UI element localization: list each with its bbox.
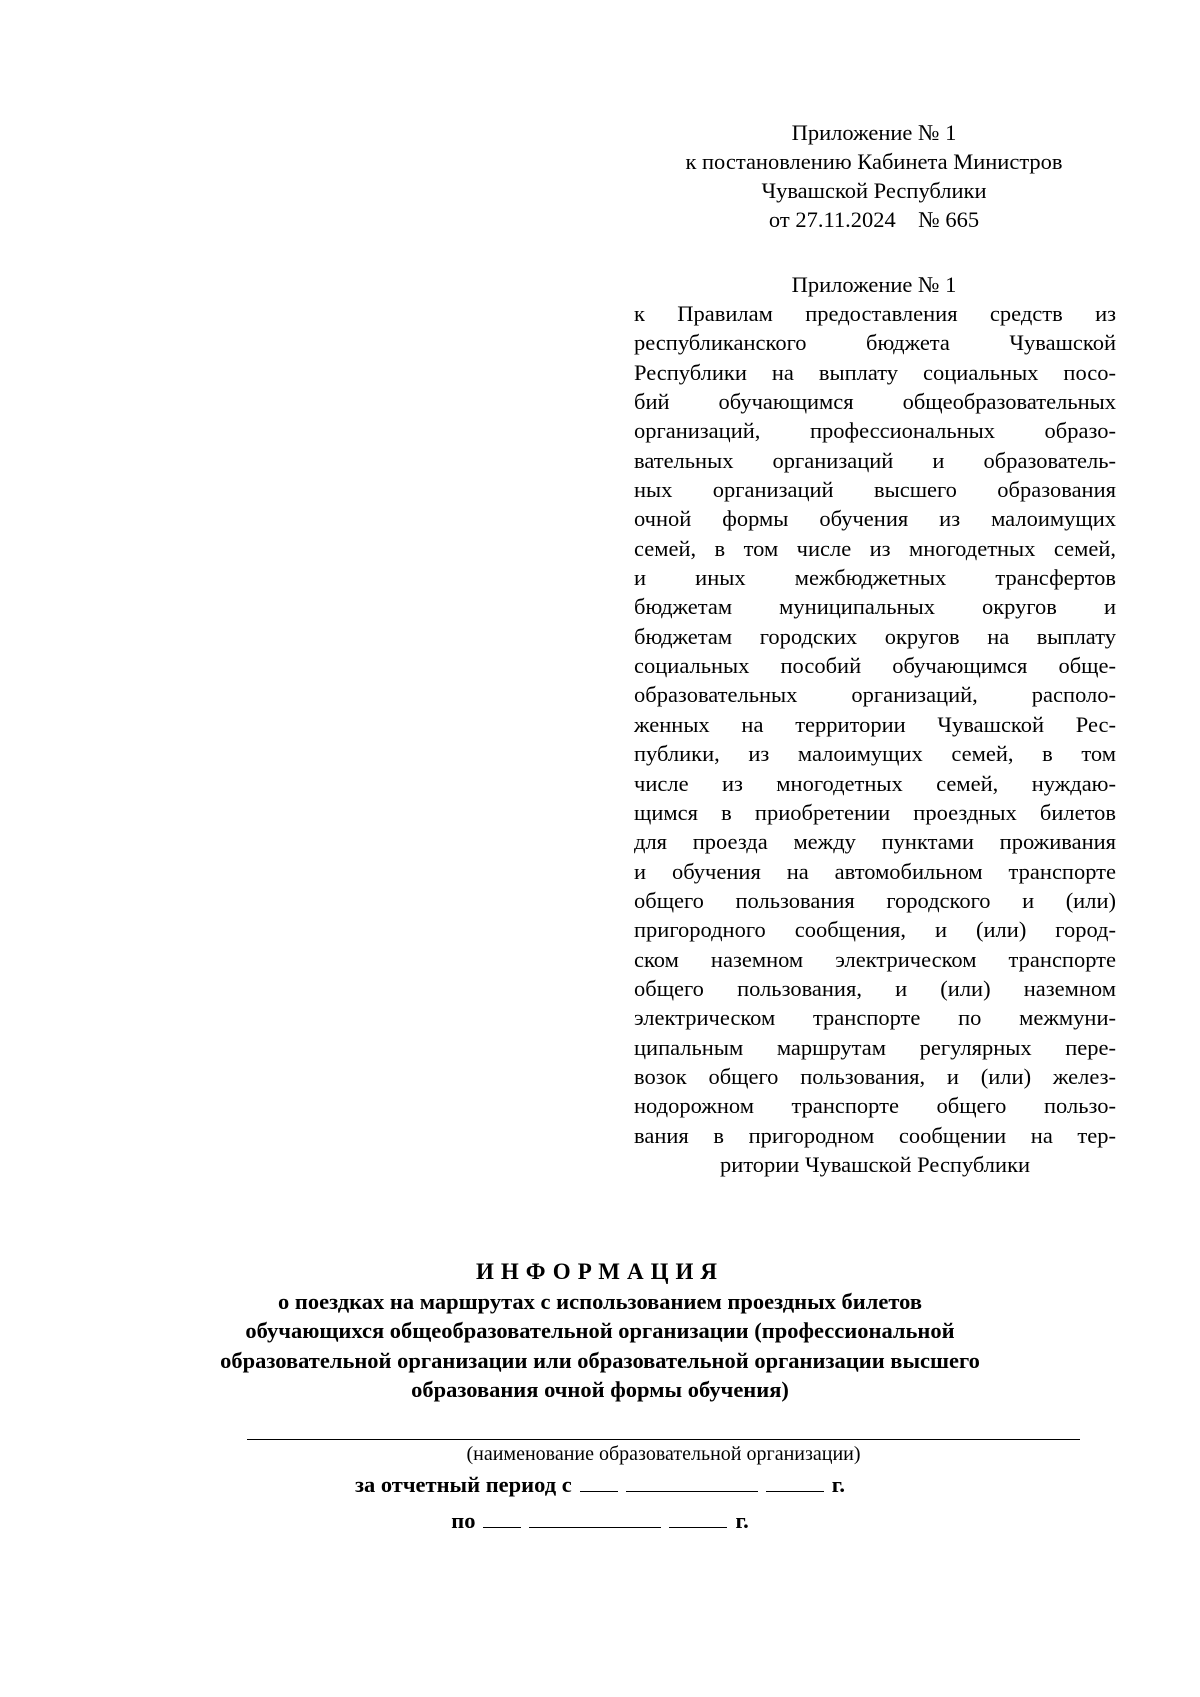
appendix-decree-block bbox=[630, 118, 1118, 234]
appendix-decree-date: от 27.11.2024 № 665 bbox=[768, 207, 980, 232]
rules-text-line: нодорожном транспорте общего пользо- bbox=[634, 1093, 1116, 1119]
document-subtitle-line: о поездках на маршрутах с использованием проездных билетов bbox=[278, 1288, 922, 1314]
document-title-block bbox=[100, 1257, 1100, 1405]
document-subtitle-line: образовательной организации или образовательной организации высшего bbox=[220, 1347, 980, 1373]
period-from-month-blank bbox=[626, 1469, 758, 1492]
rules-text-line: бюджетам муниципальных округов и bbox=[634, 594, 1116, 620]
rules-text-line: пригородного сообщения, и (или) город- bbox=[634, 917, 1116, 943]
period-from-row bbox=[100, 1469, 1100, 1500]
period-to-year-suffix: г. bbox=[735, 1508, 749, 1533]
rules-text-line: публики, из малоимущих семей, в том bbox=[634, 741, 1116, 767]
appendix-decree-line: Чувашской Республики bbox=[761, 178, 987, 203]
period-from-label: за отчетный период с bbox=[354, 1472, 572, 1497]
appendix-decree-line: к постановлению Кабинета Министров bbox=[685, 149, 1063, 174]
rules-text-line: для проезда между пунктами проживания bbox=[634, 829, 1116, 855]
period-from-year-blank bbox=[766, 1469, 824, 1492]
rules-text-line: семей, в том числе из многодетных семей, bbox=[634, 535, 1116, 561]
rules-text-line: Республики на выплату социальных посо- bbox=[634, 359, 1116, 385]
period-from-day-blank bbox=[580, 1469, 618, 1492]
rules-text-line: щимся в приобретении проездных билетов bbox=[634, 799, 1116, 825]
rules-text-line: к Правилам предоставления средств из bbox=[634, 301, 1116, 326]
rules-text-line: и обучения на автомобильном транспорте bbox=[634, 858, 1116, 884]
org-name-blank-line bbox=[247, 1439, 1080, 1440]
appendix-rules-header: Приложение № 1 bbox=[791, 272, 957, 297]
rules-text-line: социальных пособий обучающимся обще- bbox=[634, 653, 1116, 679]
rules-text-line: вательных организаций и образователь- bbox=[634, 447, 1116, 473]
rules-text-line: бий обучающимся общеобразовательных bbox=[634, 389, 1116, 415]
rules-text-line: и иных межбюджетных трансфертов bbox=[634, 565, 1116, 591]
org-name-caption: (наименование образовательной организации) bbox=[466, 1443, 861, 1465]
document-subtitle-line: обучающихся общеобразовательной организации (профессиональной bbox=[245, 1318, 955, 1343]
rules-text-line: республиканского бюджета Чувашской bbox=[634, 330, 1116, 356]
rules-text-line: ных организаций высшего образования bbox=[634, 477, 1116, 503]
rules-text-line: общего пользования городского и (или) bbox=[634, 887, 1116, 913]
rules-text-line: ском наземном электрическом транспорте bbox=[634, 946, 1116, 972]
rules-text-line: ритории Чувашской Республики bbox=[719, 1151, 1031, 1177]
appendix-decree-line: Приложение № 1 bbox=[791, 120, 957, 145]
appendix-rules-header-block bbox=[630, 270, 1118, 299]
period-to-month-blank bbox=[529, 1505, 661, 1528]
period-from-year-suffix: г. bbox=[831, 1472, 846, 1497]
rules-text-line: вания в пригородном сообщении на тер- bbox=[634, 1122, 1116, 1148]
rules-text-line: общего пользования, и (или) наземном bbox=[634, 975, 1116, 1001]
rules-text-line: возок общего пользования, и (или) желез- bbox=[634, 1063, 1116, 1089]
rules-text-line: ципальным маршрутам регулярных пере- bbox=[634, 1034, 1116, 1060]
document-subtitle-line: образования очной формы обучения) bbox=[411, 1377, 789, 1402]
document-heading: ИНФОРМАЦИЯ bbox=[475, 1259, 725, 1284]
rules-text-line: женных на территории Чувашской Рес- bbox=[634, 711, 1116, 737]
period-to-label: по bbox=[451, 1508, 476, 1533]
rules-text-line: образовательных организаций, располо- bbox=[634, 682, 1116, 708]
period-to-day-blank bbox=[483, 1505, 521, 1528]
rules-text-line: числе из многодетных семей, нуждаю- bbox=[634, 770, 1116, 796]
rules-text-line: очной формы обучения из малоимущих bbox=[634, 506, 1116, 532]
period-to-row bbox=[100, 1505, 1100, 1536]
rules-text-line: организаций, профессиональных образо- bbox=[634, 418, 1116, 444]
rules-text-line: бюджетам городских округов на выплату bbox=[634, 623, 1116, 649]
appendix-rules-text bbox=[634, 299, 1116, 1179]
period-to-year-blank bbox=[669, 1505, 727, 1528]
rules-text-line: электрическом транспорте по межмуни- bbox=[634, 1005, 1116, 1031]
